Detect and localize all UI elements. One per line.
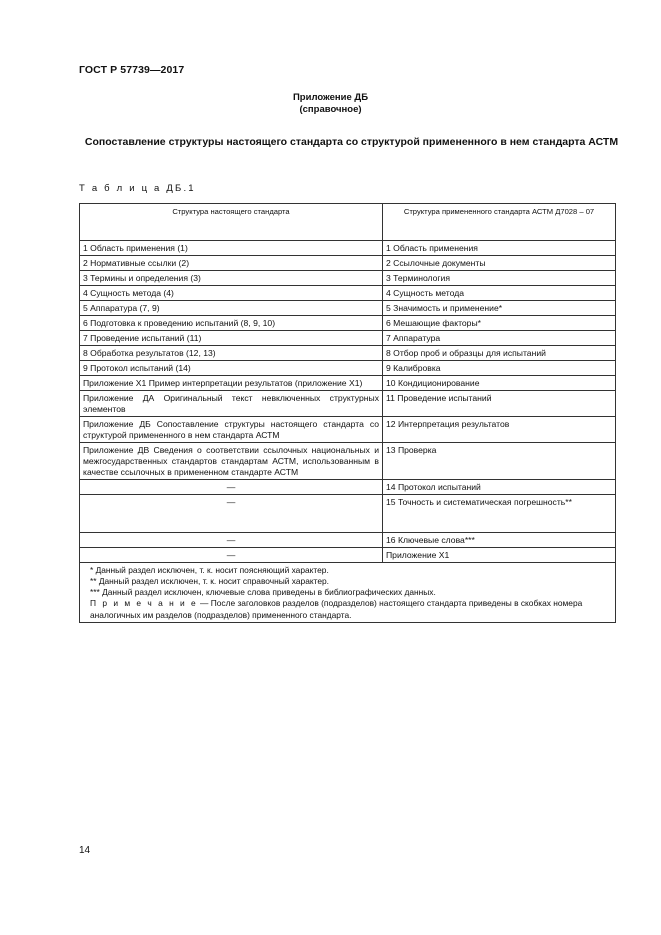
table-cell-national: Приложение ДВ Сведения о соответствии ссылочных национальных и межгосударственных стандартов стандартам АСТМ, использованным в качестве ссылочных в примененном стандарте АСТМ [80,443,383,480]
footnote-2: ** Данный раздел исключен, т. к. носит справочный характер. [90,575,329,586]
table-row [80,331,616,346]
page-number: 14 [79,845,91,856]
document-header: ГОСТ Р 57739—2017 [79,64,185,76]
table-cell-astm: 8 Отбор проб и образцы для испытаний [383,346,616,361]
appendix-title: Приложение ДБ [292,92,369,103]
table-cell-astm: 3 Терминология [383,271,616,286]
appendix-heading [0,92,661,116]
table-cell-astm: 7 Аппаратура [383,331,616,346]
note-text: — После заголовков разделов (подразделов) настоящего стандарта приведены в скобках номера аналогичных им разделов (подразделов) примененного стандарта. [90,598,583,620]
table-row [80,301,616,316]
table-cell-astm: 13 Проверка [383,443,616,480]
table-caption: Т а б л и ц а ДБ.1 [79,183,196,194]
table-note [83,598,612,621]
table-cell-national: Приложение Х1 Пример интерпретации результатов (приложение Х1) [80,376,383,391]
table-cell-astm: 1 Область применения [383,241,616,256]
table-row [80,443,616,480]
table-row [80,346,616,361]
footnote-3: *** Данный раздел исключен, ключевые слова приведены в библиографических данных. [90,587,436,598]
table-cell-national: — [80,548,383,563]
table-cell-astm: 11 Проведение испытаний [383,391,616,417]
table-cell-astm: 5 Значимость и применение* [383,301,616,316]
note-label: П р и м е ч а н и е [90,598,198,609]
table-cell-astm: 12 Интерпретация результатов [383,417,616,443]
table-row [80,495,616,533]
table-cell-national: 2 Нормативные ссылки (2) [80,256,383,271]
table-cell-astm: 2 Ссылочные документы [383,256,616,271]
table-header-row [80,204,616,241]
table-row [80,286,616,301]
column-header-astm: Структура примененного стандарта АСТМ Д7028 – 07 [383,204,616,241]
appendix-subtitle: (справочное) [299,104,362,115]
table-cell-astm: 14 Протокол испытаний [383,480,616,495]
table-cell-astm: 4 Сущность метода [383,286,616,301]
table-row [80,480,616,495]
table-cell-national: 5 Аппаратура (7, 9) [80,301,383,316]
table-row [80,271,616,286]
table-row [80,391,616,417]
table-row [80,316,616,331]
column-header-national: Структура настоящего стандарта [80,204,383,241]
table-cell-national: 6 Подготовка к проведению испытаний (8, 9, 10) [80,316,383,331]
table-cell-astm: 15 Точность и систематическая погрешность** [383,495,616,533]
table-row [80,241,616,256]
table-cell-national: — [80,495,383,533]
table-cell-national: 3 Термины и определения (3) [80,271,383,286]
table-cell-national: — [80,533,383,548]
table-cell-astm: 6 Мешающие факторы* [383,316,616,331]
table-cell-national: 9 Протокол испытаний (14) [80,361,383,376]
table-cell-national: 4 Сущность метода (4) [80,286,383,301]
table-cell-national: — [80,480,383,495]
table-cell-astm: 10 Кондиционирование [383,376,616,391]
table-row [80,417,616,443]
table-row [80,361,616,376]
table-footnotes [80,563,616,623]
table-row [80,533,616,548]
section-title: Сопоставление структуры настоящего стандарта со структурой примененного в нем стандарта АСТМ [84,136,619,148]
table-footnotes-row [80,563,616,623]
table-cell-astm: Приложение Х1 [383,548,616,563]
structure-comparison-table [79,203,616,623]
table-cell-astm: 9 Калибровка [383,361,616,376]
table-cell-national: 1 Область применения (1) [80,241,383,256]
table-cell-national: 7 Проведение испытаний (11) [80,331,383,346]
table-cell-national: Приложение ДБ Сопоставление структуры настоящего стандарта со структурой примененного в нем стандарта АСТМ [80,417,383,443]
table-row [80,548,616,563]
table-cell-astm: 16 Ключевые слова*** [383,533,616,548]
footnote-1: * Данный раздел исключен, т. к. носит поясняющий характер. [90,564,329,575]
table-row [80,376,616,391]
table-cell-national: 8 Обработка результатов (12, 13) [80,346,383,361]
table-row [80,256,616,271]
table-cell-national: Приложение ДА Оригинальный текст невключенных структурных элементов [80,391,383,417]
